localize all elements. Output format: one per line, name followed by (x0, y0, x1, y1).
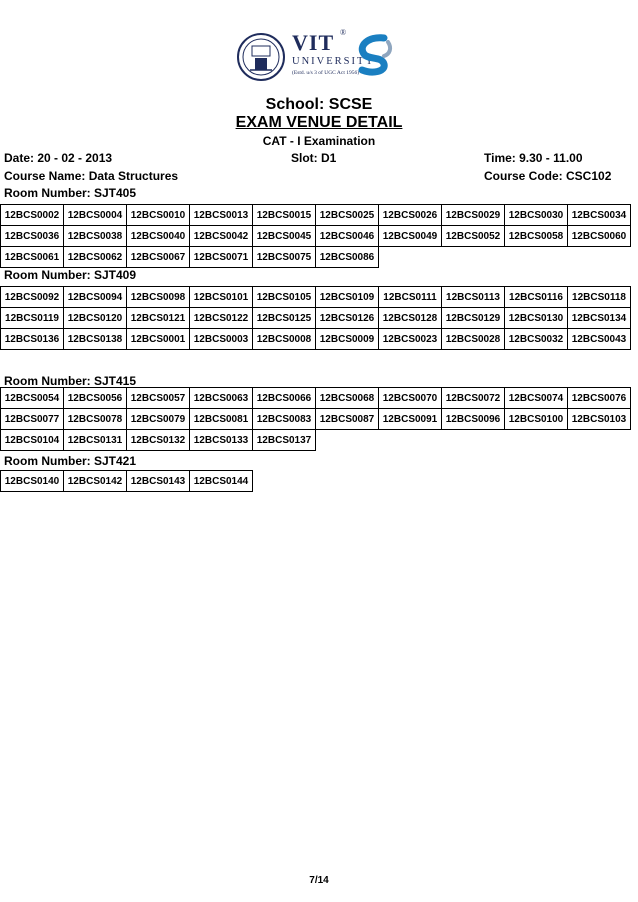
roll-number-cell: 12BCS0075 (253, 247, 316, 268)
roll-number-cell: 12BCS0001 (127, 329, 190, 350)
school-name: School: SCSE (265, 96, 373, 113)
table-row (1, 329, 631, 350)
roll-number-cell: 12BCS0023 (379, 329, 442, 350)
table-row (1, 226, 631, 247)
table-row (1, 287, 631, 308)
roll-number-cell: 12BCS0038 (64, 226, 127, 247)
roll-number-cell: 12BCS0131 (64, 430, 127, 451)
roll-number-cell: 12BCS0002 (1, 205, 64, 226)
roll-number-cell: 12BCS0116 (505, 287, 568, 308)
roll-number-cell: 12BCS0009 (316, 329, 379, 350)
roll-number-cell: 12BCS0096 (442, 409, 505, 430)
roll-number-cell: 12BCS0008 (253, 329, 316, 350)
vit-swoosh-icon (354, 34, 398, 76)
roll-number-cell: 12BCS0046 (316, 226, 379, 247)
roll-number-cell: 12BCS0125 (253, 308, 316, 329)
exam-time: Time: 9.30 - 11.00 (484, 151, 583, 165)
roll-table-sjt409 (0, 286, 631, 350)
logo-vit-text: VIT (292, 30, 335, 55)
roll-number-cell: 12BCS0057 (127, 388, 190, 409)
roll-number-cell: 12BCS0040 (127, 226, 190, 247)
roll-number-cell: 12BCS0140 (1, 471, 64, 492)
roll-number-cell: 12BCS0079 (127, 409, 190, 430)
table-row (1, 308, 631, 329)
table-row (1, 409, 631, 430)
exam-name: CAT - I Examination (262, 134, 376, 148)
roll-number-cell: 12BCS0130 (505, 308, 568, 329)
roll-number-cell: 12BCS0083 (253, 409, 316, 430)
course-name: Course Name: Data Structures (4, 169, 179, 183)
roll-number-cell: 12BCS0030 (505, 205, 568, 226)
room-label-sjt409: Room Number: SJT409 (4, 268, 137, 282)
roll-number-cell: 12BCS0052 (442, 226, 505, 247)
roll-number-cell: 12BCS0071 (190, 247, 253, 268)
page-title: EXAM VENUE DETAIL (235, 114, 403, 131)
roll-number-cell: 12BCS0066 (253, 388, 316, 409)
roll-number-cell: 12BCS0119 (1, 308, 64, 329)
roll-number-cell: 12BCS0054 (1, 388, 64, 409)
roll-number-cell: 12BCS0111 (379, 287, 442, 308)
roll-number-cell: 12BCS0091 (379, 409, 442, 430)
roll-number-cell: 12BCS0045 (253, 226, 316, 247)
page-number: 7/14 (309, 875, 329, 886)
roll-number-cell: 12BCS0129 (442, 308, 505, 329)
roll-number-cell: 12BCS0098 (127, 287, 190, 308)
roll-number-cell: 12BCS0132 (127, 430, 190, 451)
roll-number-cell: 12BCS0077 (1, 409, 64, 430)
roll-number-cell: 12BCS0144 (190, 471, 253, 492)
roll-number-cell: 12BCS0025 (316, 205, 379, 226)
roll-number-cell: 12BCS0122 (190, 308, 253, 329)
university-seal-icon (236, 32, 286, 82)
roll-number-cell: 12BCS0118 (568, 287, 631, 308)
roll-number-cell: 12BCS0081 (190, 409, 253, 430)
roll-number-cell: 12BCS0049 (379, 226, 442, 247)
roll-number-cell: 12BCS0087 (316, 409, 379, 430)
exam-date: Date: 20 - 02 - 2013 (4, 151, 113, 165)
roll-number-cell: 12BCS0100 (505, 409, 568, 430)
roll-number-cell: 12BCS0121 (127, 308, 190, 329)
table-row (1, 430, 631, 451)
roll-number-cell: 12BCS0072 (442, 388, 505, 409)
table-row (1, 205, 631, 226)
table-row (1, 471, 253, 492)
table-row (1, 388, 631, 409)
roll-number-cell: 12BCS0120 (64, 308, 127, 329)
roll-number-cell: 12BCS0137 (253, 430, 316, 451)
roll-number-cell: 12BCS0003 (190, 329, 253, 350)
roll-number-cell: 12BCS0068 (316, 388, 379, 409)
roll-number-cell: 12BCS0133 (190, 430, 253, 451)
roll-number-cell: 12BCS0103 (568, 409, 631, 430)
roll-number-cell: 12BCS0076 (568, 388, 631, 409)
roll-number-cell: 12BCS0029 (442, 205, 505, 226)
roll-number-cell: 12BCS0042 (190, 226, 253, 247)
roll-number-cell: 12BCS0013 (190, 205, 253, 226)
room-label-sjt421: Room Number: SJT421 (4, 454, 137, 468)
roll-number-cell: 12BCS0058 (505, 226, 568, 247)
roll-number-cell: 12BCS0113 (442, 287, 505, 308)
roll-number-cell: 12BCS0094 (64, 287, 127, 308)
room-label-sjt415: Room Number: SJT415 (4, 374, 137, 388)
roll-table-sjt421 (0, 470, 253, 492)
roll-number-cell: 12BCS0060 (568, 226, 631, 247)
roll-number-cell: 12BCS0070 (379, 388, 442, 409)
roll-number-cell: 12BCS0128 (379, 308, 442, 329)
exam-slot: Slot: D1 (291, 151, 337, 165)
roll-number-cell: 12BCS0134 (568, 308, 631, 329)
roll-number-cell: 12BCS0043 (568, 329, 631, 350)
roll-table-sjt415 (0, 387, 631, 451)
roll-number-cell: 12BCS0063 (190, 388, 253, 409)
table-row (1, 247, 631, 268)
registered-mark: ® (340, 28, 347, 37)
roll-number-cell: 12BCS0062 (64, 247, 127, 268)
logo-established-text: (Estd. u/s 3 of UGC Act 1956) (292, 70, 360, 76)
roll-number-cell: 12BCS0143 (127, 471, 190, 492)
roll-number-cell: 12BCS0138 (64, 329, 127, 350)
roll-number-cell: 12BCS0028 (442, 329, 505, 350)
vit-university-logo (236, 28, 406, 82)
roll-number-cell: 12BCS0086 (316, 247, 379, 268)
room-label-sjt405: Room Number: SJT405 (4, 186, 137, 200)
roll-number-cell: 12BCS0067 (127, 247, 190, 268)
roll-number-cell: 12BCS0136 (1, 329, 64, 350)
roll-number-cell: 12BCS0074 (505, 388, 568, 409)
roll-number-cell: 12BCS0142 (64, 471, 127, 492)
roll-number-cell: 12BCS0061 (1, 247, 64, 268)
roll-table-sjt405 (0, 204, 631, 268)
course-code: Course Code: CSC102 (484, 169, 612, 183)
roll-number-cell: 12BCS0010 (127, 205, 190, 226)
roll-number-cell: 12BCS0036 (1, 226, 64, 247)
roll-number-cell: 12BCS0105 (253, 287, 316, 308)
roll-number-cell: 12BCS0034 (568, 205, 631, 226)
roll-number-cell: 12BCS0101 (190, 287, 253, 308)
logo-university-text: UNIVERSITY (292, 56, 375, 67)
roll-number-cell: 12BCS0026 (379, 205, 442, 226)
roll-number-cell: 12BCS0056 (64, 388, 127, 409)
roll-number-cell: 12BCS0004 (64, 205, 127, 226)
roll-number-cell: 12BCS0092 (1, 287, 64, 308)
roll-number-cell: 12BCS0078 (64, 409, 127, 430)
roll-number-cell: 12BCS0015 (253, 205, 316, 226)
roll-number-cell: 12BCS0109 (316, 287, 379, 308)
roll-number-cell: 12BCS0032 (505, 329, 568, 350)
roll-number-cell: 12BCS0104 (1, 430, 64, 451)
roll-number-cell: 12BCS0126 (316, 308, 379, 329)
